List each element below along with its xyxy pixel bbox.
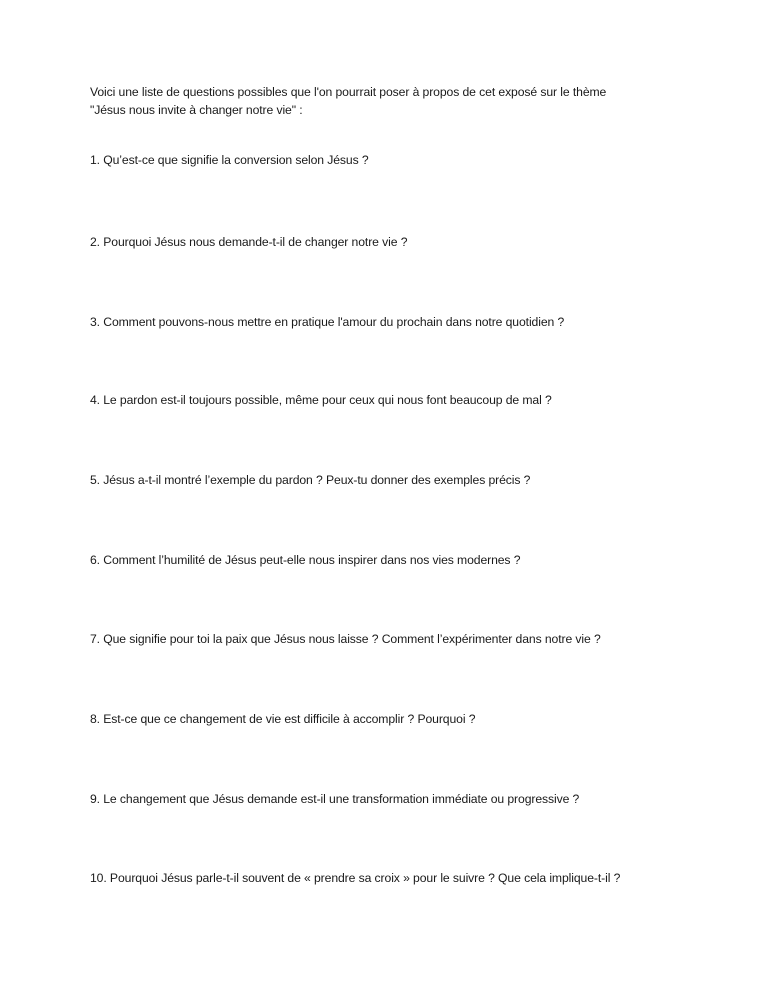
intro-line-1: Voici une liste de questions possibles que l'on pourrait poser à propos de cet exposé sur le thème — [90, 85, 607, 99]
question-5: 5. Jésus a-t-il montré l’exemple du pardon ? Peux-tu donner des exemples précis ? — [90, 473, 531, 487]
question-1: 1. Qu’est-ce que signifie la conversion selon Jésus ? — [90, 153, 369, 167]
question-2: 2. Pourquoi Jésus nous demande-t-il de changer notre vie ? — [90, 235, 408, 249]
intro-paragraph — [90, 83, 690, 119]
question-10: 10. Pourquoi Jésus parle-t-il souvent de « prendre sa croix » pour le suivre ? Que cela implique-t-il ? — [90, 871, 621, 885]
intro-line-2: "Jésus nous invite à changer notre vie" : — [90, 103, 303, 117]
question-7: 7. Que signifie pour toi la paix que Jésus nous laisse ? Comment l’expérimenter dans notre vie ? — [90, 632, 601, 646]
question-3: 3. Comment pouvons-nous mettre en pratique l'amour du prochain dans notre quotidien ? — [90, 315, 565, 329]
question-8: 8. Est-ce que ce changement de vie est difficile à accomplir ? Pourquoi ? — [90, 712, 476, 726]
question-6: 6. Comment l’humilité de Jésus peut-elle nous inspirer dans nos vies modernes ? — [90, 553, 521, 567]
question-4: 4. Le pardon est-il toujours possible, même pour ceux qui nous font beaucoup de mal ? — [90, 393, 552, 407]
question-9: 9. Le changement que Jésus demande est-il une transformation immédiate ou progressive ? — [90, 792, 580, 806]
